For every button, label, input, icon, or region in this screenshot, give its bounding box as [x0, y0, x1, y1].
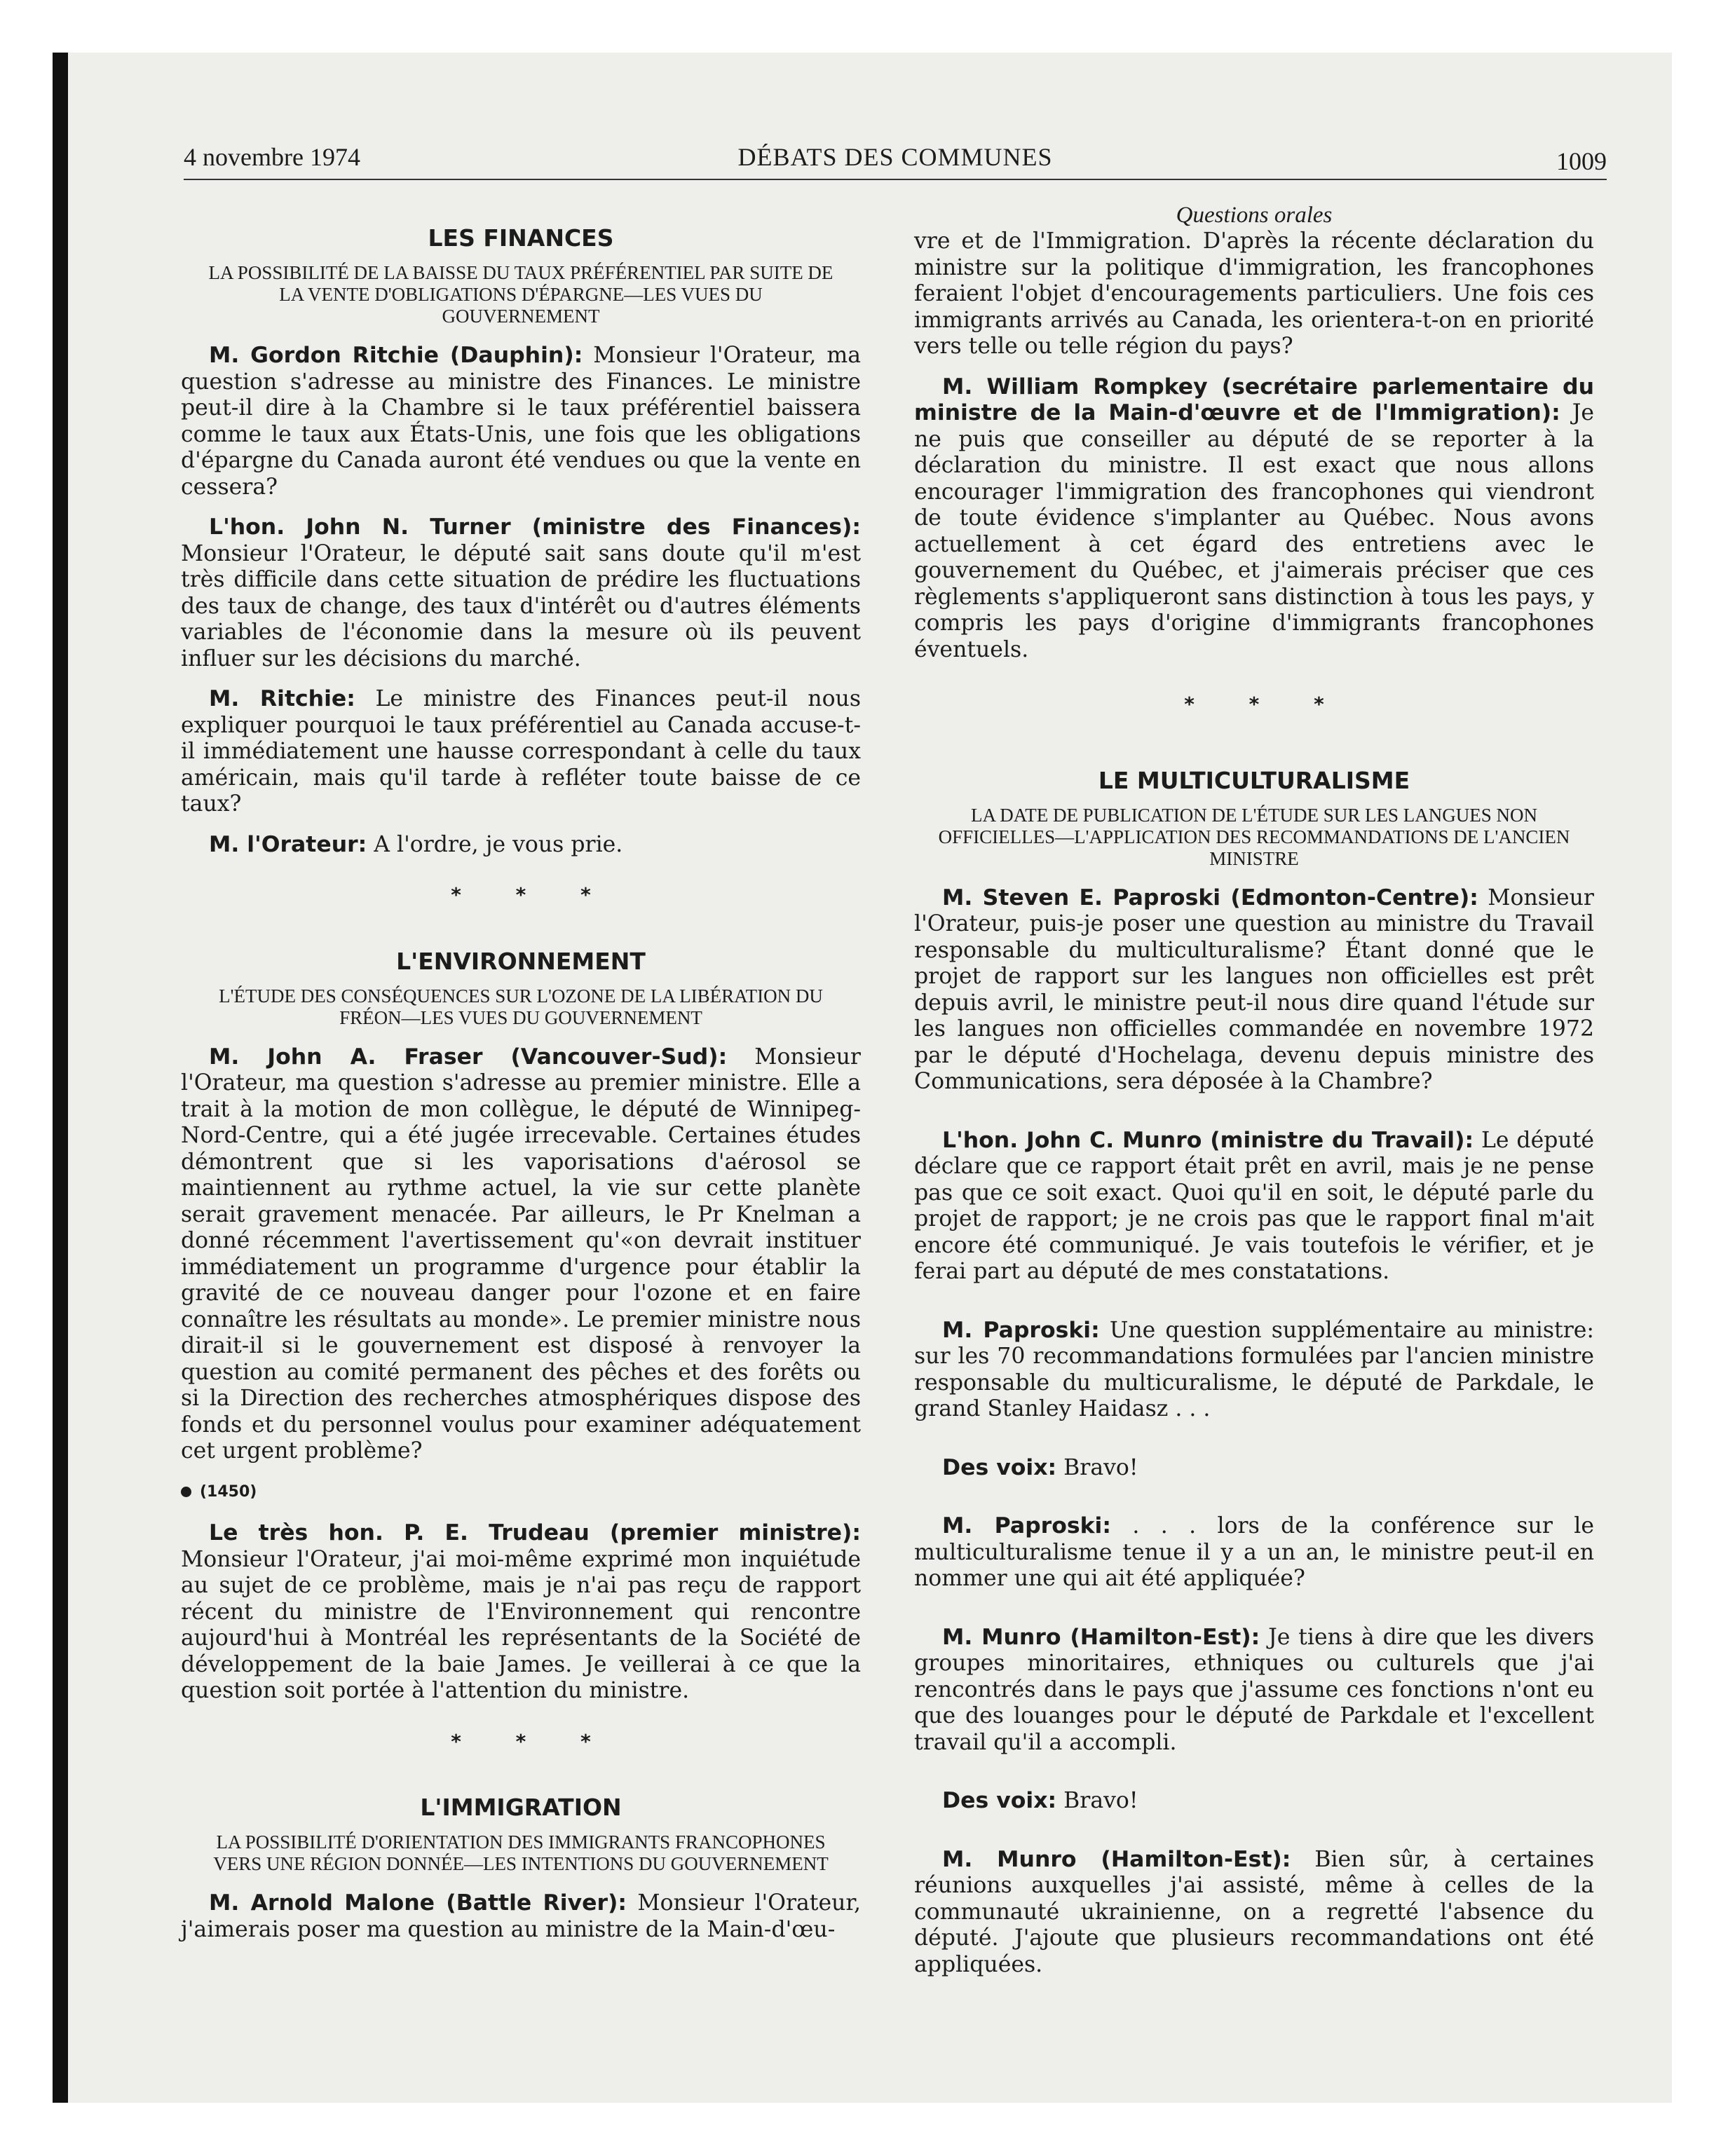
speech-rompkey — [914, 374, 1594, 664]
header-date: 4 novembre 1974 — [184, 143, 360, 171]
subtitle-environnement: L'ÉTUDE DES CONSÉQUENCES SUR L'OZONE DE LA LIBÉRATION DU FRÉON—LES VUES DU GOUVERNEMENT — [219, 985, 823, 1028]
speech-text: Bien sûr, à certaines réunions auxquelles j'ai assisté, même à celles de la communauté ukrainienne, on a regretté l'absence du député. J'ajoute que plusieurs recommandations ont été appliquées. — [914, 1846, 1594, 1977]
spacer — [914, 1770, 1594, 1788]
speaker-name: M. Munro (Hamilton-Est): — [942, 1846, 1291, 1872]
speech-text: Je ne puis que conseiller au député de se reporter à la déclaration du ministre. Il est exact que nous allons encourager l'immigration des francophones qui viendront de toute évidence s'implanter au Québec. Nous avons actuellement à cet égard des entretiens avec le gouvernement du Québec, et j'aimerais préciser que ces règlements s'appliqueront sans distinction à tous les pays, y compris les pays d'origine d'immigrants francophones éventuels. — [914, 400, 1594, 662]
speaker-name: Des voix: — [942, 1454, 1057, 1480]
speaker-name: M. Steven E. Paproski (Edmonton-Centre): — [942, 885, 1478, 910]
speech-text: Une question supplémentaire au ministre: sur les 70 recommandations formulées par l'ancien ministre responsable du multicuralisme, le député de Parkdale, le grand Stanley Haidasz . . . — [914, 1317, 1594, 1421]
time-marker-text: (1450) — [200, 1482, 257, 1501]
speech-text: Monsieur l'Orateur, j'aimerais poser ma question au ministre de la Main-d'œu- — [181, 1890, 861, 1942]
speech-fraser — [181, 1044, 861, 1465]
subtitle-immigration: LA POSSIBILITÉ D'ORIENTATION DES IMMIGRANTS FRANCOPHONES VERS UNE RÉGION DONNÉE—LES INTENTIONS DU GOUVERNEMENT — [213, 1831, 829, 1874]
section-title-finances: LES FINANCES — [428, 224, 614, 252]
speech-malone-continued: vre et de l'Immigration. D'après la récente déclaration du ministre sur la politique d'immigration, les francophones feraient l'objet d'encouragements particuliers. Une fois ces immigrants arrivés au Canada, les orientera-t-on en priorité vers telle ou telle région du pays? — [914, 228, 1594, 359]
section-separator: * * * — [1184, 692, 1348, 716]
speech-text: Monsieur l'Orateur, puis-je poser une question au ministre du Travail responsable du multiculturalisme? Étant donné que le projet de rapport sur les langues non officielles est prêt depuis avril, le ministre peut-il nous dire quand l'étude sur les langues non officielles commandée en novembre 1972 par le député d'Hochelaga, devenu depuis ministre des Communications, sera déposée à la Chambre? — [914, 885, 1594, 1094]
speech-des-voix-1 — [914, 1455, 1594, 1482]
speech-text: . . . lors de la conférence sur le multiculturalisme tenue il y a un an, le ministre peut-il en nommer une qui ait été appliquée? — [914, 1513, 1595, 1591]
speaker-name: Des voix: — [942, 1788, 1057, 1813]
section-title-environnement: L'ENVIRONNEMENT — [396, 947, 646, 975]
speaker-name: M. Munro (Hamilton-Est): — [942, 1624, 1260, 1650]
page-header — [184, 142, 1607, 180]
speech-text: Je tiens à dire que les divers groupes minoritaires, ethniques ou culturels que j'ai rencontrés dans le pays que j'assume ces fonctions n'ont eu que des louanges pour le député de Parkdale et l'excellent travail qu'il a accompli. — [914, 1624, 1594, 1755]
speaker-name: M. Gordon Ritchie (Dauphin): — [209, 343, 583, 368]
speech-ritchie-1 — [181, 343, 861, 500]
time-marker — [181, 1479, 861, 1506]
speech-text: Le député déclare que ce rapport était prêt en avril, mais je ne pense pas que ce soit exact. Quoi qu'il en soit, le député parle du projet de rapport; je ne crois pas que le rapport final m'ait encore été communiqué. Je vais toutefois le vérifier, et je ferai part au député de mes constatations. — [914, 1127, 1594, 1284]
left-column — [181, 203, 861, 1957]
header-publication: DÉBATS DES COMMUNES — [737, 143, 1053, 171]
section-title-multiculturalisme: LE MULTICULTURALISME — [1098, 766, 1410, 794]
speaker-name: M. Arnold Malone (Battle River): — [209, 1890, 627, 1916]
running-head: Questions orales — [1176, 203, 1333, 228]
speech-orateur — [181, 832, 861, 859]
speech-paproski-2 — [914, 1318, 1594, 1423]
speaker-name: M. Ritchie: — [209, 686, 355, 711]
spacer — [914, 1606, 1594, 1625]
scan-border — [53, 53, 68, 2103]
section-separator: * * * — [451, 883, 615, 906]
subtitle-multiculturalisme: LA DATE DE PUBLICATION DE L'ÉTUDE SUR LES LANGUES NON OFFICIELLES—L'APPLICATION DES RECOMMANDATIONS DE L'ANCIEN MINISTRE — [938, 804, 1570, 869]
speech-text: Monsieur l'Orateur, le député sait sans doute qu'il m'est très difficile dans cette situation de prédire les fluctuations des taux de change, des taux d'intérêt ou d'autres éléments variables de l'économie dans la mesure où ils peuvent influer sur les décisions du marché. — [181, 540, 861, 671]
speech-munro-3 — [914, 1847, 1594, 1979]
speech-text: Monsieur l'Orateur, ma question s'adresse au premier ministre. Elle a trait à la motion de mon collègue, le député de Winnipeg-Nord-Centre, qui a été jugée irrecevable. Certaines études démontrent que si les vaporisations d'aérosol se maintiennent au rythme actuel, la vie sur cette planète serait gravement menacée. Par ailleurs, le Pr Knelman a donné récemment l'avertissement qu'«on devrait instituer immédiatement un programme d'urgence pour établir la gravité de ce nouveau danger pour l'ozone et en faire connaître les résultats au monde». Le premier ministre nous dirait-il si le gouvernement est disposé à renvoyer la question au comité permanent des pêches et des forêts ou si la Direction des recherches atmosphériques dispose des fonds et du personnel voulus pour examiner adéquatement cet urgent problème? — [181, 1044, 861, 1464]
speech-text: Monsieur l'Orateur, j'ai moi-même exprimé mon inquiétude au sujet de ce problème, mais je n'ai pas reçu de rapport récent du ministre de l'Environnement qui rencontre aujourd'hui à Montréal les représentants de la Société de développement de la baie James. Je veillerai à ce que la question soit portée à l'attention du ministre. — [181, 1546, 861, 1703]
speech-des-voix-2 — [914, 1788, 1594, 1815]
speaker-name: L'hon. John C. Munro (ministre du Travail): — [942, 1127, 1474, 1153]
spacer — [914, 1437, 1594, 1455]
bullet-icon — [181, 1487, 191, 1497]
speech-paproski-1 — [914, 885, 1594, 1096]
subtitle-finances: LA POSSIBILITÉ DE LA BAISSE DU TAUX PRÉFÉRENTIEL PAR SUITE DE LA VENTE D'OBLIGATIONS D'ÉPARGNE—LES VUES DU GOUVERNEMENT — [208, 262, 834, 327]
speaker-name: M. John A. Fraser (Vancouver-Sud): — [209, 1044, 728, 1070]
speaker-name: M. William Rompkey (secrétaire parlementaire du ministre de la Main-d'œuvre et de l'Immigration): — [914, 374, 1594, 425]
speech-text: Bravo! — [1056, 1454, 1138, 1480]
speech-turner — [181, 514, 861, 672]
spacer — [914, 1829, 1594, 1847]
spacer — [914, 1299, 1594, 1318]
speaker-name: M. Paproski: — [942, 1317, 1100, 1343]
speech-munro-2 — [914, 1625, 1594, 1756]
right-column — [914, 203, 1594, 1992]
spacer — [914, 1110, 1594, 1128]
speaker-name: M. l'Orateur: — [209, 831, 367, 857]
speech-munro-1 — [914, 1128, 1594, 1285]
speech-text: Bravo! — [1056, 1788, 1138, 1813]
header-page-number: 1009 — [1556, 147, 1607, 175]
speech-paproski-3 — [914, 1513, 1594, 1592]
speech-trudeau — [181, 1520, 861, 1705]
speech-text: A l'ordre, je vous prie. — [367, 831, 623, 857]
section-separator: * * * — [451, 1729, 615, 1753]
speech-ritchie-2 — [181, 686, 861, 818]
speech-text: Le ministre des Finances peut-il nous expliquer pourquoi le taux préférentiel au Canada accuse-t-il immédiatement une hausse correspondant à celle du taux américain, mais qu'il tarde à refléter toute baisse de ce taux? — [181, 686, 862, 817]
spacer — [914, 1495, 1594, 1513]
speaker-name: L'hon. John N. Turner (ministre des Finances): — [209, 514, 861, 540]
speaker-name: Le très hon. P. E. Trudeau (premier ministre): — [209, 1520, 861, 1546]
speech-malone — [181, 1890, 861, 1943]
section-title-immigration: L'IMMIGRATION — [420, 1794, 622, 1821]
speaker-name: M. Paproski: — [942, 1513, 1111, 1538]
speech-text: Monsieur l'Orateur, ma question s'adresse au ministre des Finances. Le ministre peut-il dire à la Chambre si le taux préférentiel baissera comme le taux aux États-Unis, une fois que les obligations d'épargne du Canada auront été vendues ou que la vente en cessera? — [181, 343, 861, 500]
